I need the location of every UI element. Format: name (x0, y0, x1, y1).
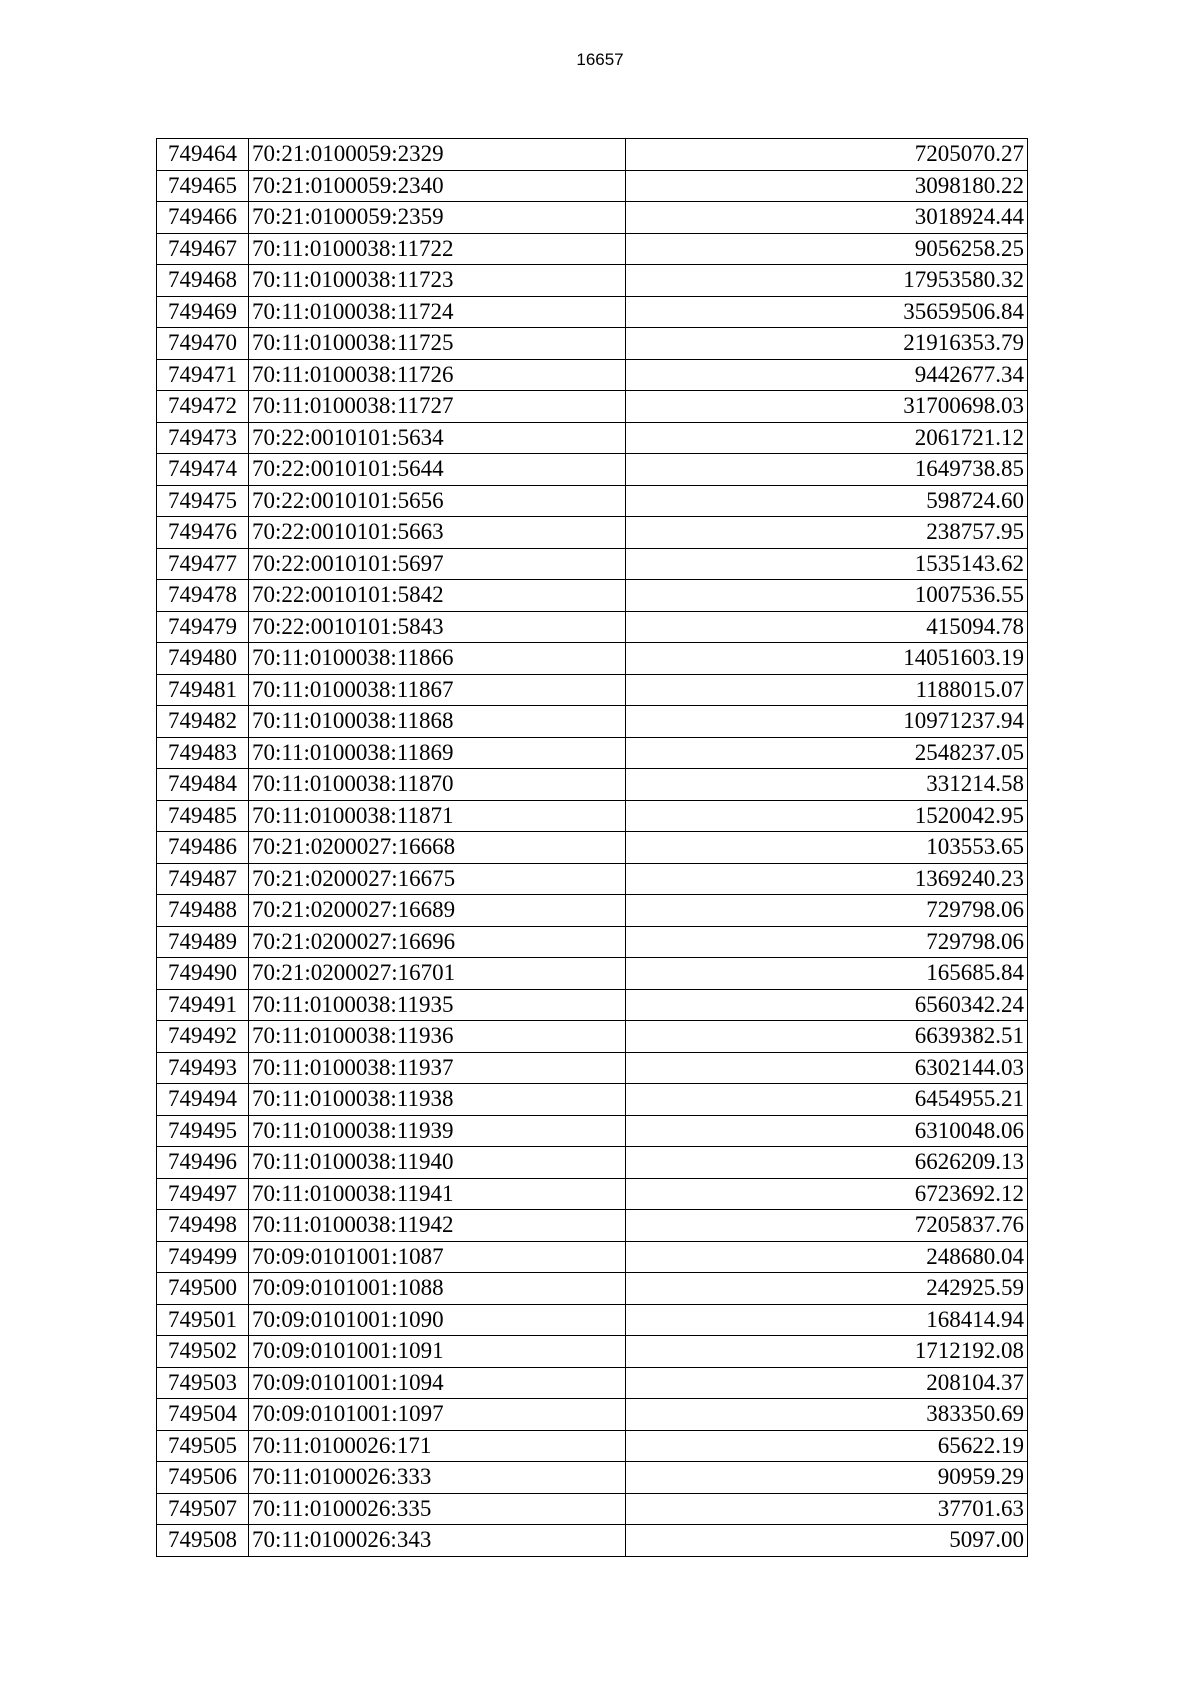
row-number-cell: 749484 (157, 769, 249, 801)
value-cell: 238757.95 (626, 517, 1028, 549)
value-cell: 1712192.08 (626, 1336, 1028, 1368)
table-row (157, 643, 1028, 675)
cadastral-number-cell: 70:21:0200027:16701 (249, 958, 626, 990)
value-cell: 7205837.76 (626, 1210, 1028, 1242)
value-cell: 598724.60 (626, 485, 1028, 517)
table-row (157, 1493, 1028, 1525)
row-number-cell: 749491 (157, 989, 249, 1021)
value-cell: 37701.63 (626, 1493, 1028, 1525)
row-number-cell: 749488 (157, 895, 249, 927)
table-row (157, 832, 1028, 864)
table-row (157, 202, 1028, 234)
row-number-cell: 749494 (157, 1084, 249, 1116)
value-cell: 1649738.85 (626, 454, 1028, 486)
cadastral-number-cell: 70:09:0101001:1097 (249, 1399, 626, 1431)
table-row (157, 580, 1028, 612)
row-number-cell: 749487 (157, 863, 249, 895)
cadastral-number-cell: 70:21:0100059:2329 (249, 139, 626, 171)
table-row (157, 895, 1028, 927)
cadastral-number-cell: 70:11:0100026:333 (249, 1462, 626, 1494)
cadastral-number-cell: 70:11:0100038:11722 (249, 233, 626, 265)
cadastral-number-cell: 70:21:0100059:2359 (249, 202, 626, 234)
row-number-cell: 749475 (157, 485, 249, 517)
row-number-cell: 749465 (157, 170, 249, 202)
value-cell: 35659506.84 (626, 296, 1028, 328)
table-row (157, 1084, 1028, 1116)
value-cell: 14051603.19 (626, 643, 1028, 675)
table-row (157, 1021, 1028, 1053)
row-number-cell: 749503 (157, 1367, 249, 1399)
row-number-cell: 749505 (157, 1430, 249, 1462)
table-row (157, 1367, 1028, 1399)
cadastral-number-cell: 70:22:0010101:5843 (249, 611, 626, 643)
row-number-cell: 749496 (157, 1147, 249, 1179)
row-number-cell: 749469 (157, 296, 249, 328)
row-number-cell: 749480 (157, 643, 249, 675)
table-row (157, 296, 1028, 328)
cadastral-number-cell: 70:11:0100038:11726 (249, 359, 626, 391)
cadastral-number-cell: 70:11:0100038:11870 (249, 769, 626, 801)
value-cell: 3098180.22 (626, 170, 1028, 202)
row-number-cell: 749471 (157, 359, 249, 391)
row-number-cell: 749502 (157, 1336, 249, 1368)
table-row (157, 989, 1028, 1021)
row-number-cell: 749507 (157, 1493, 249, 1525)
value-cell: 2548237.05 (626, 737, 1028, 769)
cadastral-number-cell: 70:11:0100038:11725 (249, 328, 626, 360)
row-number-cell: 749508 (157, 1525, 249, 1557)
row-number-cell: 749492 (157, 1021, 249, 1053)
table-row (157, 170, 1028, 202)
table-row (157, 800, 1028, 832)
table-row (157, 328, 1028, 360)
value-cell: 65622.19 (626, 1430, 1028, 1462)
table-row (157, 422, 1028, 454)
row-number-cell: 749499 (157, 1241, 249, 1273)
cadastral-number-cell: 70:11:0100026:343 (249, 1525, 626, 1557)
cadastral-number-cell: 70:22:0010101:5697 (249, 548, 626, 580)
table-row (157, 1399, 1028, 1431)
cadastral-number-cell: 70:11:0100038:11871 (249, 800, 626, 832)
row-number-cell: 749467 (157, 233, 249, 265)
row-number-cell: 749474 (157, 454, 249, 486)
table-row (157, 233, 1028, 265)
row-number-cell: 749464 (157, 139, 249, 171)
cadastral-number-cell: 70:22:0010101:5663 (249, 517, 626, 549)
value-cell: 331214.58 (626, 769, 1028, 801)
value-cell: 9442677.34 (626, 359, 1028, 391)
cadastral-number-cell: 70:09:0101001:1091 (249, 1336, 626, 1368)
cadastral-number-cell: 70:21:0200027:16668 (249, 832, 626, 864)
table-row (157, 611, 1028, 643)
table-row (157, 737, 1028, 769)
value-cell: 10971237.94 (626, 706, 1028, 738)
table-row (157, 1052, 1028, 1084)
cadastral-number-cell: 70:11:0100038:11868 (249, 706, 626, 738)
cadastral-number-cell: 70:22:0010101:5634 (249, 422, 626, 454)
row-number-cell: 749490 (157, 958, 249, 990)
cadastral-number-cell: 70:21:0100059:2340 (249, 170, 626, 202)
row-number-cell: 749483 (157, 737, 249, 769)
value-cell: 2061721.12 (626, 422, 1028, 454)
value-cell: 242925.59 (626, 1273, 1028, 1305)
cadastral-number-cell: 70:11:0100038:11723 (249, 265, 626, 297)
value-cell: 729798.06 (626, 926, 1028, 958)
cadastral-number-cell: 70:22:0010101:5656 (249, 485, 626, 517)
value-cell: 6626209.13 (626, 1147, 1028, 1179)
row-number-cell: 749485 (157, 800, 249, 832)
table-row (157, 1147, 1028, 1179)
value-cell: 729798.06 (626, 895, 1028, 927)
table-row (157, 454, 1028, 486)
value-cell: 17953580.32 (626, 265, 1028, 297)
table-row (157, 958, 1028, 990)
row-number-cell: 749473 (157, 422, 249, 454)
row-number-cell: 749472 (157, 391, 249, 423)
table-row (157, 359, 1028, 391)
value-cell: 415094.78 (626, 611, 1028, 643)
cadastral-number-cell: 70:11:0100038:11727 (249, 391, 626, 423)
cadastral-number-cell: 70:09:0101001:1090 (249, 1304, 626, 1336)
cadastral-number-cell: 70:11:0100026:335 (249, 1493, 626, 1525)
value-cell: 208104.37 (626, 1367, 1028, 1399)
value-cell: 90959.29 (626, 1462, 1028, 1494)
table-row (157, 1336, 1028, 1368)
row-number-cell: 749476 (157, 517, 249, 549)
value-cell: 6723692.12 (626, 1178, 1028, 1210)
value-cell: 1535143.62 (626, 548, 1028, 580)
cadastral-number-cell: 70:11:0100038:11942 (249, 1210, 626, 1242)
value-cell: 103553.65 (626, 832, 1028, 864)
cadastral-number-cell: 70:11:0100038:11938 (249, 1084, 626, 1116)
cadastral-number-cell: 70:22:0010101:5842 (249, 580, 626, 612)
cadastral-number-cell: 70:09:0101001:1088 (249, 1273, 626, 1305)
row-number-cell: 749466 (157, 202, 249, 234)
table-row (157, 1525, 1028, 1557)
cadastral-number-cell: 70:09:0101001:1087 (249, 1241, 626, 1273)
row-number-cell: 749497 (157, 1178, 249, 1210)
row-number-cell: 749481 (157, 674, 249, 706)
value-cell: 3018924.44 (626, 202, 1028, 234)
cadastral-number-cell: 70:11:0100026:171 (249, 1430, 626, 1462)
table-row (157, 1430, 1028, 1462)
table-row (157, 706, 1028, 738)
cadastral-value-table (156, 138, 1028, 1557)
row-number-cell: 749489 (157, 926, 249, 958)
value-cell: 6639382.51 (626, 1021, 1028, 1053)
cadastral-number-cell: 70:09:0101001:1094 (249, 1367, 626, 1399)
cadastral-number-cell: 70:22:0010101:5644 (249, 454, 626, 486)
row-number-cell: 749477 (157, 548, 249, 580)
value-cell: 6302144.03 (626, 1052, 1028, 1084)
value-cell: 6454955.21 (626, 1084, 1028, 1116)
row-number-cell: 749486 (157, 832, 249, 864)
row-number-cell: 749493 (157, 1052, 249, 1084)
table-row (157, 863, 1028, 895)
row-number-cell: 749504 (157, 1399, 249, 1431)
table-body (157, 139, 1028, 1557)
cadastral-number-cell: 70:21:0200027:16675 (249, 863, 626, 895)
cadastral-number-cell: 70:11:0100038:11867 (249, 674, 626, 706)
row-number-cell: 749470 (157, 328, 249, 360)
value-cell: 165685.84 (626, 958, 1028, 990)
row-number-cell: 749495 (157, 1115, 249, 1147)
cadastral-number-cell: 70:11:0100038:11937 (249, 1052, 626, 1084)
row-number-cell: 749468 (157, 265, 249, 297)
value-cell: 31700698.03 (626, 391, 1028, 423)
cadastral-number-cell: 70:21:0200027:16696 (249, 926, 626, 958)
table-row (157, 1210, 1028, 1242)
value-cell: 383350.69 (626, 1399, 1028, 1431)
value-cell: 9056258.25 (626, 233, 1028, 265)
row-number-cell: 749479 (157, 611, 249, 643)
table-row (157, 548, 1028, 580)
value-cell: 6310048.06 (626, 1115, 1028, 1147)
row-number-cell: 749498 (157, 1210, 249, 1242)
table-row (157, 926, 1028, 958)
value-cell: 1369240.23 (626, 863, 1028, 895)
row-number-cell: 749501 (157, 1304, 249, 1336)
table-row (157, 1115, 1028, 1147)
row-number-cell: 749500 (157, 1273, 249, 1305)
table-row (157, 1178, 1028, 1210)
cadastral-number-cell: 70:11:0100038:11936 (249, 1021, 626, 1053)
row-number-cell: 749506 (157, 1462, 249, 1494)
table-row (157, 1462, 1028, 1494)
value-cell: 5097.00 (626, 1525, 1028, 1557)
value-cell: 1520042.95 (626, 800, 1028, 832)
value-cell: 248680.04 (626, 1241, 1028, 1273)
table-row (157, 1241, 1028, 1273)
cadastral-number-cell: 70:11:0100038:11940 (249, 1147, 626, 1179)
table-row (157, 139, 1028, 171)
table-row (157, 769, 1028, 801)
table-row (157, 485, 1028, 517)
cadastral-number-cell: 70:11:0100038:11724 (249, 296, 626, 328)
row-number-cell: 749482 (157, 706, 249, 738)
page-number: 16657 (576, 50, 624, 69)
value-cell: 21916353.79 (626, 328, 1028, 360)
cadastral-number-cell: 70:11:0100038:11866 (249, 643, 626, 675)
value-cell: 168414.94 (626, 1304, 1028, 1336)
value-cell: 1188015.07 (626, 674, 1028, 706)
cadastral-number-cell: 70:11:0100038:11941 (249, 1178, 626, 1210)
table-row (157, 391, 1028, 423)
table-row (157, 265, 1028, 297)
value-cell: 1007536.55 (626, 580, 1028, 612)
table-row (157, 1273, 1028, 1305)
cadastral-number-cell: 70:11:0100038:11935 (249, 989, 626, 1021)
table-row (157, 674, 1028, 706)
table-row (157, 517, 1028, 549)
table-row (157, 1304, 1028, 1336)
cadastral-number-cell: 70:21:0200027:16689 (249, 895, 626, 927)
cadastral-number-cell: 70:11:0100038:11939 (249, 1115, 626, 1147)
row-number-cell: 749478 (157, 580, 249, 612)
value-cell: 6560342.24 (626, 989, 1028, 1021)
cadastral-number-cell: 70:11:0100038:11869 (249, 737, 626, 769)
value-cell: 7205070.27 (626, 139, 1028, 171)
